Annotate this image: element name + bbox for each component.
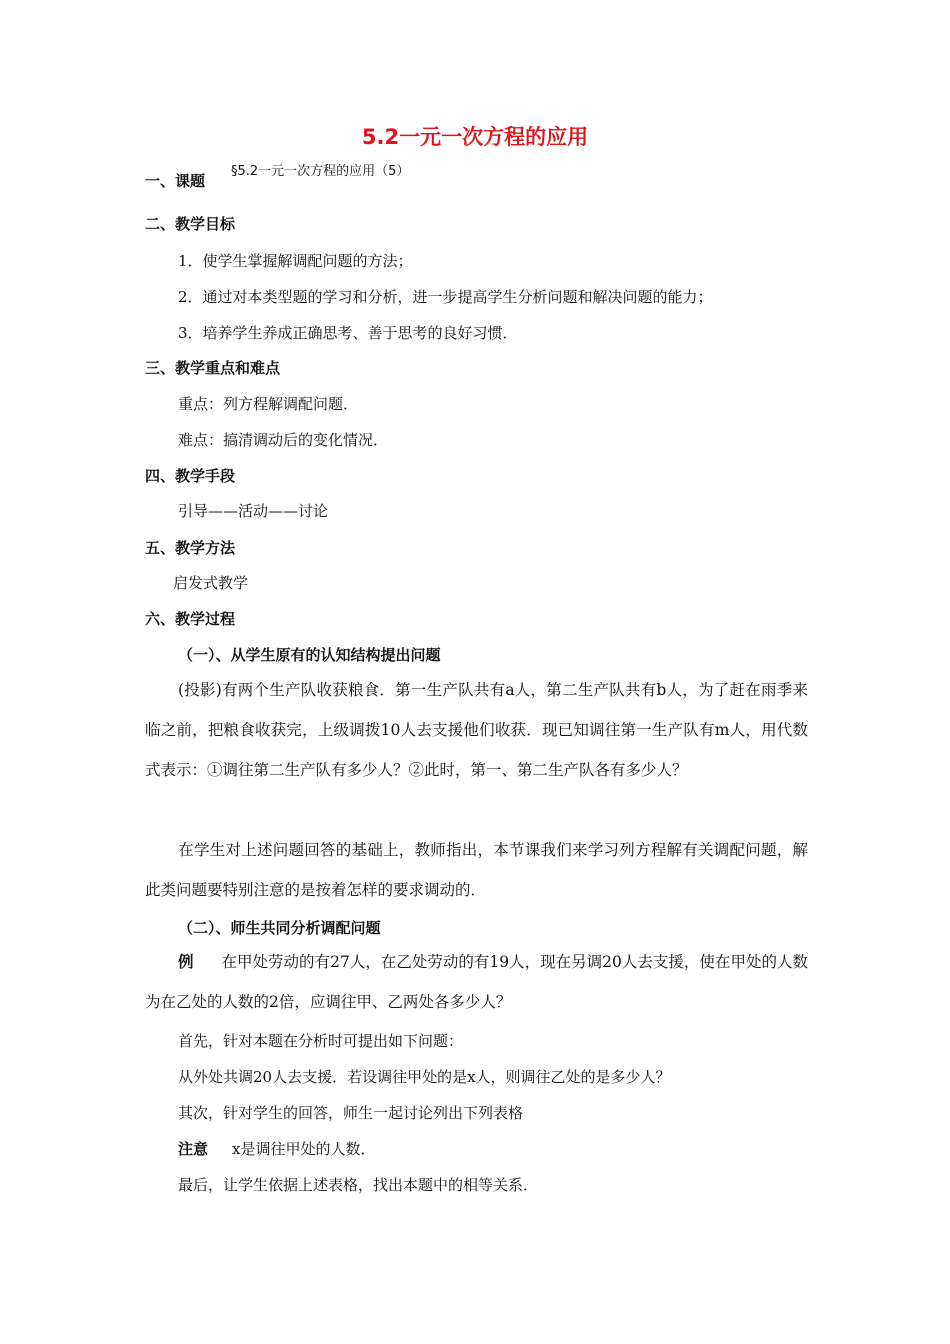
key-point-text: 重点：列方程解调配问题． <box>178 395 359 413</box>
method-text: 启发式教学 <box>173 574 249 592</box>
part1-paragraph-2 <box>145 830 808 910</box>
part1-paragraph-1-text: (投影)有两个生产队收获粮食．第一生产队共有a人，第二生产队共有b人，为了赶在雨季来临之前，把粮食收获完，上级调拨10人去支援他们收获．现已知调往第一生产队有m人，用代数式表示：①调往第二生产队有多少人？②此时，第一、第二生产队各有多少人？ <box>145 681 808 779</box>
analysis-line-3: 其次，针对学生的回答，师生一起讨论列出下列表格 <box>178 1104 524 1122</box>
part1-title: （一）、从学生原有的认知结构提出问题 <box>178 646 441 664</box>
section-heading-topic: 一、课题 <box>145 172 206 190</box>
section-heading-objectives: 二、教学目标 <box>145 215 236 233</box>
difficulty-text: 难点：搞清调动后的变化情况． <box>178 431 389 449</box>
section-heading-key-points: 三、教学重点和难点 <box>145 359 281 377</box>
note-label: 注意 <box>178 1140 209 1158</box>
example-label: 例 <box>178 953 194 971</box>
analysis-line-4: 最后，让学生依据上述表格，找出本题中的相等关系． <box>178 1176 539 1194</box>
document-title: 5.2一元一次方程的应用 <box>361 125 589 149</box>
example-paragraph <box>145 942 808 1022</box>
means-text: 引导——活动——讨论 <box>178 502 329 520</box>
note-line <box>178 1138 375 1159</box>
part2-title: （二）、师生共同分析调配问题 <box>178 919 381 937</box>
analysis-line-2: 从外处共调20人去支援．若设调往甲处的是x人，则调往乙处的是多少人？ <box>178 1068 671 1086</box>
section-heading-process: 六、教学过程 <box>145 610 236 628</box>
section-heading-means: 四、教学手段 <box>145 467 236 485</box>
objective-item-3: 3．培养学生养成正确思考、善于思考的良好习惯． <box>178 324 518 342</box>
course-name: §5.2一元一次方程的应用（5） <box>231 164 410 179</box>
objective-item-1: 1．使学生掌握解调配问题的方法； <box>178 252 413 270</box>
note-text: x是调往甲处的人数． <box>232 1140 376 1158</box>
part1-paragraph-2-text: 在学生对上述问题回答的基础上，教师指出，本节课我们来学习列方程解有关调配问题，解此类问题要特别注意的是按着怎样的要求调动的． <box>145 841 808 899</box>
example-text: 在甲处劳动的有27人，在乙处劳动的有19人，现在另调20人去支援，使在甲处的人数为在乙处的人数的2倍，应调往甲、乙两处各多少人？ <box>145 953 808 1011</box>
section-heading-method: 五、教学方法 <box>145 539 236 557</box>
part1-paragraph-1 <box>145 670 808 790</box>
analysis-line-1: 首先，针对本题在分析时可提出如下问题： <box>178 1032 464 1050</box>
objective-item-2: 2．通过对本类型题的学习和分析，进一步提高学生分析问题和解决问题的能力； <box>178 288 713 306</box>
